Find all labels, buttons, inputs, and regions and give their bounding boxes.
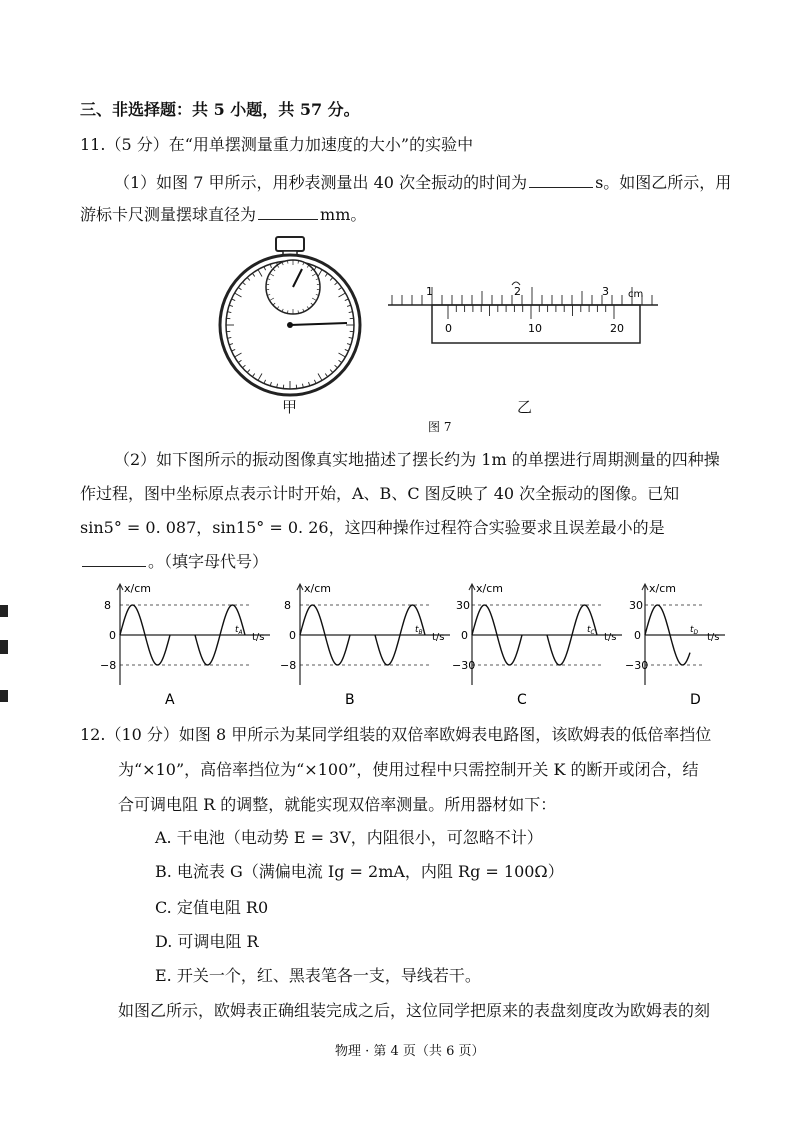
graph-neg-label: −8	[280, 659, 297, 672]
binding-mark	[0, 690, 8, 702]
vernier-label: 10	[528, 322, 542, 335]
q12-item-b: B. 电流表 G（满偏电流 Ig = 2mA，内阻 Rg = 100Ω）	[155, 862, 564, 881]
figure-label-yi: 乙	[517, 398, 533, 416]
q12-line2: 为“×10”，高倍率挡位为“×100”，使用过程中只需控制开关 K 的断开或闭合，结	[118, 760, 699, 779]
graph-time-mark: $t_A$	[235, 625, 243, 636]
graph-time-mark: $t_C$	[587, 625, 595, 636]
graph-xlabel: t/s	[432, 632, 445, 643]
graph-ylabel: x/cm	[304, 582, 331, 595]
q12-line3: 合可调电阻 R 的调整，就能实现双倍率测量。所用器材如下：	[118, 795, 557, 814]
q11-part1-line2	[80, 205, 366, 225]
oscillation-graphs	[100, 580, 740, 710]
graph-neg-label: −8	[100, 659, 117, 672]
q11-part1-text-b: s。如图乙所示，用	[595, 173, 732, 192]
graph-option-label: D	[690, 692, 701, 708]
q12-item-c: C. 定值电阻 R0	[155, 898, 269, 917]
graph-zero-label: 0	[461, 629, 468, 642]
graph-option-label: A	[165, 692, 175, 708]
graph-A	[100, 582, 270, 708]
graph-D	[625, 582, 725, 708]
answer-blank[interactable]	[258, 205, 318, 220]
graph-B	[280, 582, 450, 708]
q12-item-d: D. 可调电阻 R	[155, 932, 259, 951]
q12-line1: 12.（10 分）如图 8 甲所示为某同学组装的双倍率欧姆表电路图，该欧姆表的低倍率挡位	[80, 725, 712, 744]
main-scale-label: 3	[602, 285, 609, 298]
q11-part1-line1	[114, 173, 731, 193]
graph-xlabel: t/s	[252, 632, 265, 643]
graph-xlabel: t/s	[604, 632, 617, 643]
figure-caption: 图 7	[428, 420, 452, 434]
q11-part1-text-c: 游标卡尺测量摆球直径为	[80, 205, 257, 224]
graph-amp-label: 8	[284, 599, 291, 612]
graph-xlabel: t/s	[707, 632, 720, 643]
graph-time-mark: $t_D$	[690, 625, 699, 636]
q11-part2-tail: 。（填字母代号）	[148, 552, 269, 571]
graph-option-label: C	[517, 692, 527, 708]
graph-amp-label: 30	[456, 599, 470, 612]
q12-item-a: A. 干电池（电动势 E = 3V，内阻很小，可忽略不计）	[155, 828, 543, 847]
graph-ylabel: x/cm	[476, 582, 503, 595]
binding-mark	[0, 640, 8, 654]
q11-part2-line2: 作过程，图中坐标原点表示计时开始，A、B、C 图反映了 40 次全振动的图像。已知	[80, 484, 680, 503]
graph-neg-label: −30	[625, 659, 649, 672]
graph-amp-label: 8	[104, 599, 111, 612]
q12-last-line: 如图乙所示，欧姆表正确组装完成之后，这位同学把原来的表盘刻度改为欧姆表的刻	[118, 1001, 711, 1020]
graph-amp-label: 30	[629, 599, 643, 612]
q11-part2-line3: sin5° = 0. 087，sin15° = 0. 26，这四种操作过程符合实验要求且误差最小的是	[80, 518, 665, 537]
answer-blank[interactable]	[529, 173, 593, 188]
stopwatch-figure	[215, 235, 365, 400]
page-footer: 物理 · 第 4 页（共 6 页）	[335, 1044, 485, 1059]
q11-part1-text-a: （1）如图 7 甲所示，用秒表测量出 40 次全振动的时间为	[114, 173, 528, 192]
graph-option-label: B	[345, 692, 355, 708]
q12-item-e: E. 开关一个，红、黑表笔各一支，导线若干。	[155, 966, 481, 985]
graph-zero-label: 0	[289, 629, 296, 642]
graph-ylabel: x/cm	[124, 582, 151, 595]
graph-zero-label: 0	[109, 629, 116, 642]
unit-label: cm	[628, 289, 644, 300]
section-header: 三、非选择题：共 5 小题，共 57 分。	[80, 100, 360, 119]
graph-neg-label: −30	[452, 659, 476, 672]
vernier-label: 20	[610, 322, 624, 335]
graph-C	[452, 582, 622, 708]
answer-blank[interactable]	[82, 552, 146, 567]
graph-ylabel: x/cm	[649, 582, 676, 595]
vernier-label: 0	[445, 322, 452, 335]
vernier-caliper-figure	[388, 280, 663, 350]
graph-zero-label: 0	[634, 629, 641, 642]
graph-time-mark: $t_B$	[415, 625, 423, 636]
binding-mark	[0, 605, 8, 617]
q11-intro: 11.（5 分）在“用单摆测量重力加速度的大小”的实验中	[80, 135, 474, 154]
q11-part1-text-d: mm。	[320, 205, 367, 224]
main-scale-label: 1	[426, 285, 433, 298]
q11-part2-line1: （2）如下图所示的振动图像真实地描述了摆长约为 1m 的单摆进行周期测量的四种操	[114, 450, 720, 469]
q11-part2-line4	[80, 552, 268, 572]
figure-label-jia: 甲	[282, 398, 298, 416]
main-scale-label: 2	[514, 285, 521, 298]
